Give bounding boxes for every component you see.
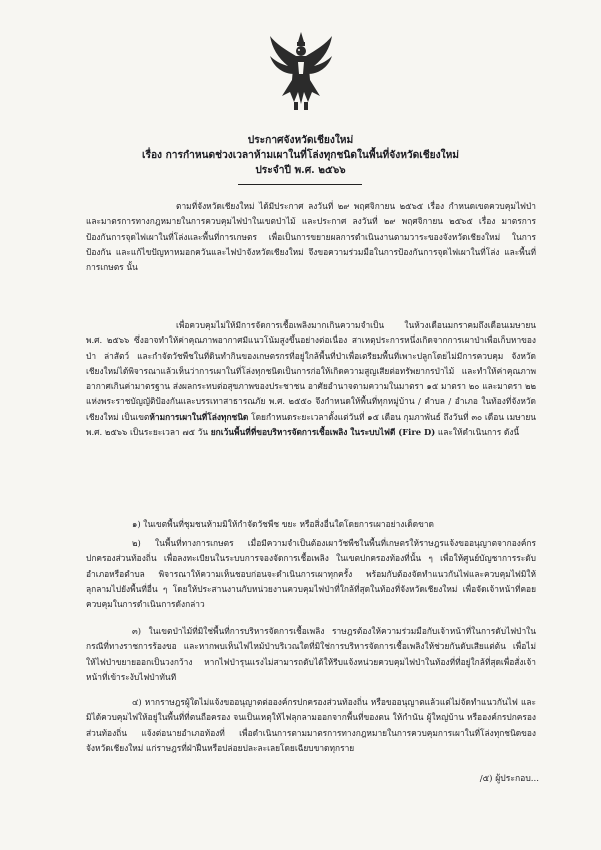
announcement-emphasis-ban: ห้ามการเผาในที่โล่งทุกชนิด (149, 411, 249, 422)
continuation-marker: /๕) ผู้ประกอบ... (479, 774, 539, 784)
announcement-text-1: เพื่อควบคุมไม่ให้มีการจัดการเชื้อเพลิงมากเกินความจำเป็น ในห้วงเดือนมกราคมถึงเดือนเมษายน พ.ศ. ๒๕๖๖ ซึ่งอาจทำให้ค่าคุณภาพอากาศมีแนวโน้มสูงขึ้นอย่างต่อเนื่อง สาเหตุประการหนึ่งเกิดจากการเผาป่าเพื่อเก็บหาของป่า ล่าสัตว์ และกำจัดวัชพืชในที่ดินทำกินของเกษตรกรที่อยู่ใกล้พื้นที่ป่าเพื่อเตรียมพื้นที่เพาะปลูกโดยไม่มีการควบคุม จังหวัดเชียงใหม่ได้พิจารณาแล้วเห็นว่าการเผาในที่โล่งทุกชนิดเป็นการก่อให้เกิดความสูญเสียต่อทรัพยากรป่าไม้ และทำให้ค่าคุณภาพอากาศเกินค่ามาตรฐาน ส่งผลกระทบต่อสุขภาพของประชาชน อาศัยอำนาจตามความในมาตรา ๑๕ มาตรา ๒๐ และมาตรา ๒๒ แห่งพระราชบัญญัติป้องกันและบรรเทาสาธารณภัย พ.ศ. ๒๕๕๐ จึงกำหนดให้พื้นที่ทุกหมู่บ้าน / ตำบล / อำเภอ ในท้องที่จังหวัดเชียงใหม่ เป็นเขต (86, 320, 536, 422)
heading-divider (238, 184, 362, 185)
announcement-emphasis-exception: ยกเว้นพื้นที่ที่ขอบริหารจัดการเชื้อเพลิง ในระบบไฟดี (Fire D) (210, 427, 436, 438)
list-item-1: ๑) ในเขตพื้นที่ชุมชนห้ามมิให้กำจัดวัชพืช ขยะ หรือสิ่งอื่นใดโดยการเผาอย่างเด็ดขาด (132, 519, 434, 529)
paragraph-background: ตามที่จังหวัดเชียงใหม่ ได้มีประกาศ ลงวันที่ ๒๙ พฤศจิกายน ๒๕๖๕ เรื่อง กำหนดเขตควบคุมไฟป่าและมาตรการทางกฎหมายในการควบคุมไฟป่าในเขตป่าไม้ และประกาศ ลงวันที่ ๒๙ พฤศจิกายน ๒๕๖๕ เรื่อง มาตรการป้องกันการจุดไฟเผาในที่โล่งและพื้นที่การเกษตร เพื่อเป็นการขยายผลการดำเนินงานตามวาระของจังหวัดเชียงใหม่ ในการป้องกัน และแก้ไขปัญหาหมอกควันและไฟป่าจังหวัดเชียงใหม่ จึงขอความร่วมมือในการป้องกันการจุดไฟเผาในที่โล่ง และพื้นที่การเกษตร นั้น (86, 201, 536, 273)
list-item-2: ๒) ในพื้นที่ทางการเกษตร เมื่อมีความจำเป็นต้องเผาวัชพืชในพื้นที่เกษตรให้ราษฎรแจ้งขออนุญาตจากองค์กรปกครองส่วนท้องถิ่น เพื่อลงทะเบียนในระบบการจองจัดการเชื้อเพลิง ในเขตปกครองท้องที่นั้น ๆ เพื่อให้ศูนย์บัญชาการระดับอำเภอหรือตำบล พิจารณาให้ความเห็นชอบก่อนจะดำเนินการเผาทุกครั้ง พร้อมกับต้องจัดทำแนวกันไฟและควบคุมไฟมิให้ลุกลามไปยังพื้นที่อื่น ๆ โดยให้ประสานงานกับหน่วยงานควบคุมไฟป่าที่ใกล้ที่สุดในท้องที่จังหวัดเชียงใหม่ เพื่อจัดเจ้าหน้าที่คอยควบคุมในการดำเนินการดังกล่าว (86, 538, 536, 610)
paragraph-announcement (86, 318, 536, 440)
list-item-4: ๔) หากราษฎรผู้ใดไม่แจ้งขออนุญาตต่อองค์กรปกครองส่วนท้องถิ่น หรือขออนุญาตแล้วแต่ไม่จัดทำแนวกันไฟ และมิได้ควบคุมไฟให้อยู่ในพื้นที่ที่ตนถือครอง จนเป็นเหตุให้ไฟลุกลามออกจากพื้นที่ของตน ให้กำนัน ผู้ใหญ่บ้าน หรือองค์กรปกครองส่วนท้องถิ่น แจ้งต่อนายอำเภอท้องที่ เพื่อดำเนินการตามมาตรการทางกฎหมายในการควบคุมการเผาในที่โล่งทุกชนิดของจังหวัดเชียงใหม่ แก่ราษฎรที่ฝ่าฝืนหรือปล่อยปละละเลยโดยเฉียบขาดทุกราย (86, 697, 536, 753)
announcement-text-3: และให้ดำเนินการ ดังนี้ (435, 427, 520, 438)
garuda-emblem-icon (268, 30, 334, 112)
list-item-3: ๓) ในเขตป่าไม้ที่มิใช่พื้นที่การบริหารจัดการเชื้อเพลิง ราษฎรต้องให้ความร่วมมือกับเจ้าหน้าที่ในการดับไฟป่าในกรณีที่ทางราชการร้องขอ และหากพบเห็นไฟไหม้ป่าบริเวณใดที่มิใช่การบริหารจัดการเชื้อเพลิงให้ช่วยกันดับเสียแต่ต้น เพื่อไม่ให้ไฟป่าขยายออกเป็นวงกว้าง หากไฟป่ารุนแรงไม่สามารถดับได้ให้รีบแจ้งหน่วยควบคุมไฟป่าในท้องที่ที่อยู่ใกล้ที่สุดเพื่อสั่งเจ้าหน้าที่เข้าระงับไฟป่าทันที (86, 626, 536, 682)
announcement-text-2: โดยกำหนดระยะเวลาตั้งแต่วันที่ ๑๕ เดือน กุมภาพันธ์ ถึงวันที่ ๓๐ เดือน เมษายน พ.ศ. ๒๕๖๖ เป็นระยะเวลา ๗๕ วัน (86, 411, 536, 438)
heading-subject: เรื่อง การกำหนดช่วงเวลาห้ามเผาในที่โล่งทุกชนิดในพื้นที่จังหวัดเชียงใหม่ (141, 149, 460, 161)
heading-title: ประกาศจังหวัดเชียงใหม่ (247, 134, 354, 146)
heading-year: ประจำปี พ.ศ. ๒๕๖๖ (255, 164, 346, 176)
